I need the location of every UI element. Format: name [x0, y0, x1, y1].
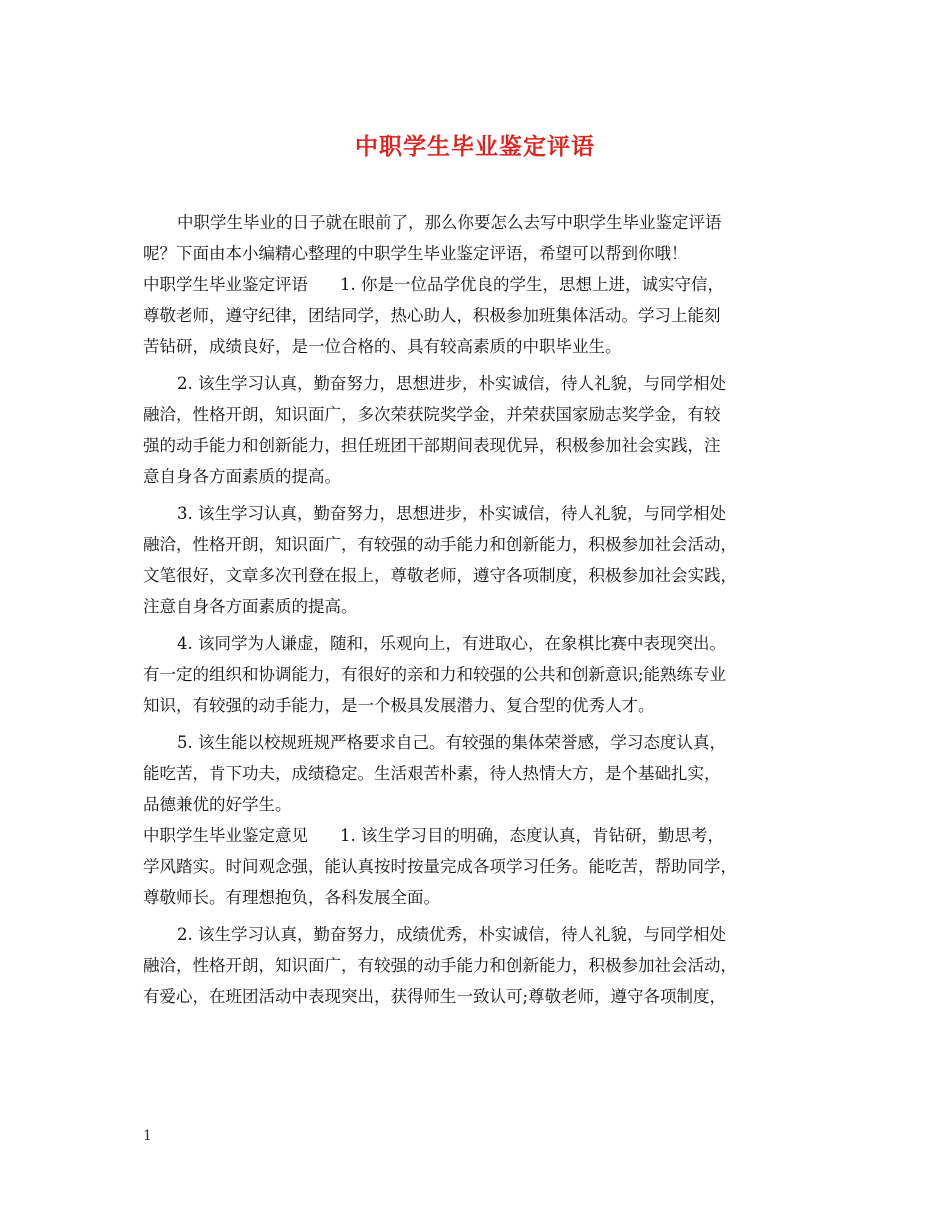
text-line: 3. 该生学习认真，勤奋努力，思想进步，朴实诚信，待人礼貌，与同学相处 — [177, 504, 726, 523]
text-line: 中职学生毕业的日子就在眼前了，那么你要怎么去写中职学生毕业鉴定评语 — [177, 213, 722, 232]
text-line: 2. 该生学习认真，勤奋努力，成绩优秀，朴实诚信，待人礼貌，与同学相处 — [177, 925, 726, 944]
section1-item-2 — [143, 368, 808, 492]
text-fragment: 1. 你是一位品学优良的学生，思想上进，诚实守信， — [340, 275, 724, 294]
text-line: 学风踏实。时间观念强，能认真按时按量完成各项学习任务。能吃苦，帮助同学， — [143, 857, 737, 876]
text-line: 融洽，性格开朗，知识面广，有较强的动手能力和创新能力，积极参加社会活动， — [143, 535, 737, 554]
text-line: 有一定的组织和协调能力，有很好的亲和力和较强的公共和创新意识;能熟练专业 — [143, 665, 727, 684]
text-line: 能吃苦，肯下功夫，成绩稳定。生活艰苦朴素，待人热情大方，是个基础扎实， — [143, 764, 721, 783]
text-line: 强的动手能力和创新能力，担任班团干部期间表现优异，积极参加社会实践，注 — [143, 436, 721, 455]
page-number: 1 — [143, 1128, 152, 1144]
text-fragment: 1. 该生学习目的明确，态度认真，肯钻研，勤思考， — [340, 826, 724, 845]
section1-item-4 — [143, 628, 808, 721]
section-label: 中职学生毕业鉴定评语 — [143, 275, 308, 294]
text-line: 文笔很好，文章多次刊登在报上，尊敬老师，遵守各项制度，积极参加社会实践， — [143, 566, 737, 585]
text-line: 尊敬老师，遵守纪律，团结同学，热心助人，积极参加班集体活动。学习上能刻 — [143, 306, 721, 325]
text-line: 融洽，性格开朗，知识面广，有较强的动手能力和创新能力，积极参加社会活动， — [143, 956, 737, 975]
section-label: 中职学生毕业鉴定意见 — [143, 826, 308, 845]
text-line: 融洽，性格开朗，知识面广，多次荣获院奖学金，并荣获国家励志奖学金，有较 — [143, 405, 721, 424]
text-line: 意自身各方面素质的提高。 — [143, 467, 341, 486]
section2-item-2 — [143, 919, 808, 1012]
text-line: 品德兼优的好学生。 — [143, 795, 292, 814]
section1-item-3 — [143, 498, 808, 622]
text-line: 有爱心，在班团活动中表现突出，获得师生一致认可;尊敬老师，遵守各项制度， — [143, 987, 727, 1006]
text-line: 注意自身各方面素质的提高。 — [143, 597, 358, 616]
text-line: 尊敬师长。有理想抱负，各科发展全面。 — [143, 888, 440, 907]
text-line: 苦钻研，成绩良好，是一位合格的、具有较高素质的中职毕业生。 — [143, 337, 622, 356]
text-line: 呢？下面由本小编精心整理的中职学生毕业鉴定评语，希望可以帮到你哦！ — [143, 244, 688, 263]
text-line — [143, 820, 808, 851]
section1-item-1 — [143, 269, 808, 362]
text-line: 2. 该生学习认真，勤奋努力，思想进步，朴实诚信，待人礼貌，与同学相处 — [177, 374, 726, 393]
section2-item-1 — [143, 820, 808, 913]
document-body — [143, 207, 808, 1012]
section1-item-5 — [143, 727, 808, 820]
text-line: 知识，有较强的动手能力，是一个极具发展潜力、复合型的优秀人才。 — [143, 696, 655, 715]
text-line: 4. 该同学为人谦虚，随和，乐观向上，有进取心，在象棋比赛中表现突出。 — [177, 634, 726, 653]
document-title: 中职学生毕业鉴定评语 — [355, 134, 595, 160]
intro-paragraph — [143, 207, 808, 269]
text-line: 5. 该生能以校规班规严格要求自己。有较强的集体荣誉感，学习态度认真， — [177, 733, 726, 752]
text-line — [143, 269, 808, 300]
